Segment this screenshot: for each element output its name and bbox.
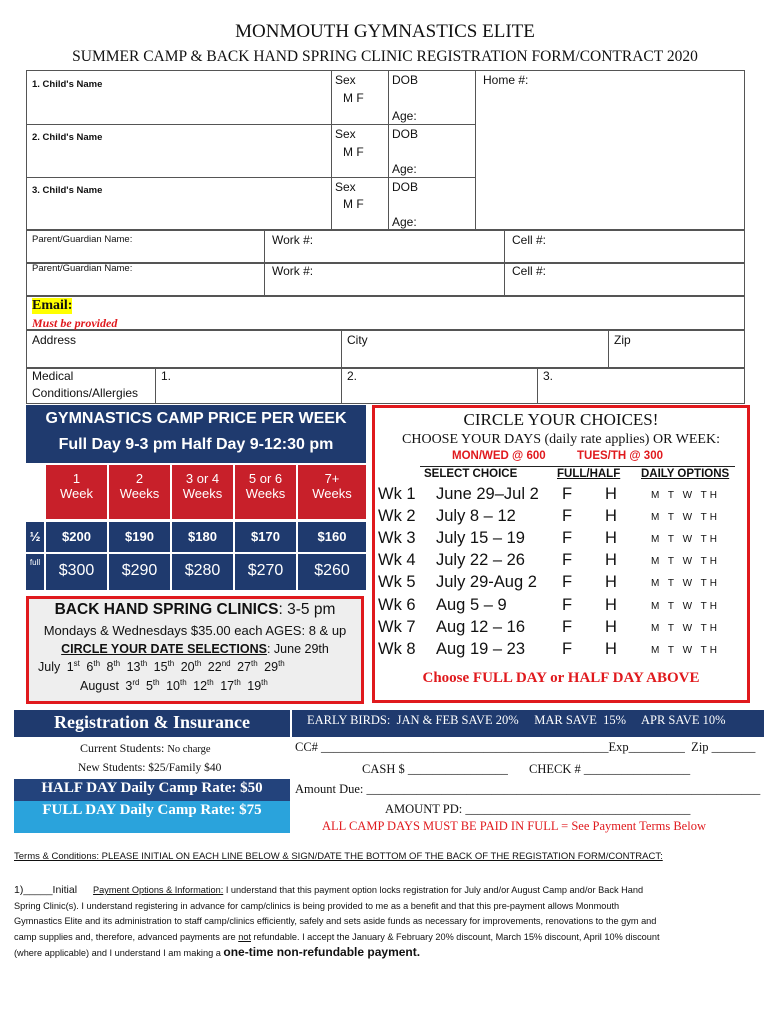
col-select-choice: SELECT CHOICE: [424, 468, 518, 480]
week-row-2[interactable]: Wk 2 July 8 – 12 F H M T W TH: [378, 507, 720, 525]
pay-in-full-note: ALL CAMP DAYS MUST BE PAID IN FULL = See Payment Terms Below: [322, 819, 706, 833]
current-students: Current Students: No charge: [80, 741, 211, 755]
guardian-2-label[interactable]: Parent/Guardian Name:: [32, 263, 133, 274]
monwed-rate: MON/WED @ 600: [452, 450, 546, 462]
email-label[interactable]: Email:: [32, 298, 73, 313]
clinic-august-dates[interactable]: August 3rd 5th 10th 12th 17th 19th: [80, 678, 268, 694]
early-birds-text: EARLY BIRDS: JAN & FEB SAVE 20% MAR SAVE 15% APR SAVE 10%: [307, 713, 726, 727]
guardian-1-cell-label[interactable]: Cell #:: [512, 233, 547, 247]
full-price-5: $260: [298, 554, 366, 590]
half-price-5: $160: [298, 522, 366, 552]
guardian-2-cell-label[interactable]: Cell #:: [512, 264, 547, 278]
full-price-3: $280: [172, 554, 235, 590]
child-1-sex-label: Sex: [335, 73, 356, 87]
child-1-age-label[interactable]: Age:: [392, 109, 417, 123]
child-3-dob-label[interactable]: DOB: [392, 180, 419, 194]
medical-field-1[interactable]: 1.: [161, 369, 172, 383]
child-2-name-label[interactable]: 2. Child's Name: [32, 132, 103, 143]
address-label[interactable]: Address: [32, 333, 77, 347]
check-field[interactable]: CHECK # _________________: [529, 762, 691, 776]
full-rate-text: FULL DAY Daily Camp Rate: $75: [42, 802, 262, 818]
half-price-1: $200: [46, 522, 109, 552]
price-col-4: 5 or 6 Weeks: [235, 465, 298, 519]
choices-footer: Choose FULL DAY or HALF DAY ABOVE: [422, 670, 700, 686]
week-row-6[interactable]: Wk 6 Aug 5 – 9 F H M T W TH: [378, 596, 720, 614]
week-row-3[interactable]: Wk 3 July 15 – 19 F H M T W TH: [378, 529, 720, 547]
tuesth-rate: TUES/TH @ 300: [577, 450, 663, 462]
week-row-1[interactable]: Wk 1 June 29–Jul 2 F H M T W TH: [378, 485, 720, 503]
email-row: [26, 296, 745, 330]
amount-paid-field[interactable]: AMOUNT PD: ____________________________________: [385, 802, 691, 816]
child-2-sex-label: Sex: [335, 127, 356, 141]
week-row-5[interactable]: Wk 5 July 29-Aug 2 F H M T W TH: [378, 573, 720, 591]
terms-paragraph-1: 1)_____Initial Payment Options & Information: I understand that this payment option locks registration for July and/or August Camp and/or Back Hand Spring Clinic(s). I understand registering in advance for camp/clinics is being provided to me as a benefit and that this pre-payment allows Monmouth Gymnastics Elite and its administration to staff camp/clinics efficiently, safely and sets aside funds as necessary for improvements, renovations to the gym and camp supplies and, therefore, advanced payments are not refundable. I accept the January & February 20% discount, March 15% discount, April 10% discount (where applicable) and I understand I am making a one-time non-refundable payment.: [14, 884, 660, 959]
cash-field[interactable]: CASH $ ________________: [362, 762, 508, 776]
child-2-age-label[interactable]: Age:: [392, 162, 417, 176]
clinic-schedule: Mondays & Wednesdays $35.00 each AGES: 8 & up: [43, 623, 347, 638]
medical-field-3[interactable]: 3.: [543, 369, 554, 383]
amount-due-field[interactable]: Amount Due: _______________________________________________________________: [295, 782, 761, 796]
full-row-label: full: [26, 554, 46, 590]
full-price-2: $290: [109, 554, 172, 590]
week-row-4[interactable]: Wk 4 July 22 – 26 F H M T W TH: [378, 551, 720, 569]
guardian-2-work-label[interactable]: Work #:: [272, 264, 314, 278]
form-title: MONMOUTH GYMNASTICS ELITE: [235, 21, 535, 42]
child-3-sex-options[interactable]: M F: [343, 197, 364, 211]
cc-field[interactable]: CC# ______________________________________________Exp_________ Zip _______: [295, 740, 756, 754]
choices-title: CIRCLE YOUR CHOICES!: [463, 410, 659, 429]
terms-heading: Terms & Conditions: PLEASE INITIAL ON EACH LINE BELOW & SIGN/DATE THE BOTTOM OF THE BACK OF THE REGISTATION FORM/CONTRACT:: [14, 851, 663, 862]
child-2-dob-label[interactable]: DOB: [392, 127, 419, 141]
col-daily-options: DAILY OPTIONS: [641, 468, 730, 480]
child-info-grid: [26, 70, 745, 230]
price-col-5: 7+ Weeks: [298, 465, 366, 519]
full-price-4: $270: [235, 554, 298, 590]
child-2-sex-options[interactable]: M F: [343, 145, 364, 159]
half-price-4: $170: [235, 522, 298, 552]
form-subtitle: SUMMER CAMP & BACK HAND SPRING CLINIC REGISTRATION FORM/CONTRACT 2020: [72, 48, 698, 65]
medical-label-2: Conditions/Allergies: [32, 386, 139, 400]
child-1-name-label[interactable]: 1. Child's Name: [32, 79, 103, 90]
child-3-age-label[interactable]: Age:: [392, 215, 417, 229]
clinic-date-selection: CIRCLE YOUR DATE SELECTIONS: June 29th: [61, 642, 329, 656]
half-price-2: $190: [109, 522, 172, 552]
home-phone-label[interactable]: Home #:: [483, 73, 529, 87]
clinic-july-dates[interactable]: July 1st 6th 8th 13th 15th 20th 22nd 27th 29th: [38, 659, 285, 675]
price-col-1: 1 Week: [46, 465, 109, 519]
guardian-row-2: [26, 263, 745, 296]
guardian-1-label[interactable]: Parent/Guardian Name:: [32, 234, 133, 245]
child-3-sex-label: Sex: [335, 180, 356, 194]
camp-price-title: GYMNASTICS CAMP PRICE PER WEEK: [45, 410, 347, 427]
medical-label-1: Medical: [32, 369, 74, 383]
medical-field-2[interactable]: 2.: [347, 369, 358, 383]
col-full-half: FULL/HALF: [557, 468, 621, 480]
price-col-2: 2 Weeks: [109, 465, 172, 519]
choices-subtitle: CHOOSE YOUR DAYS (daily rate applies) OR WEEK:: [402, 432, 720, 447]
email-note: Must be provided: [32, 316, 118, 330]
child-1-dob-label[interactable]: DOB: [392, 73, 419, 87]
guardian-1-work-label[interactable]: Work #:: [272, 233, 314, 247]
clinic-title: BACK HAND SPRING CLINICS: 3-5 pm: [54, 601, 336, 618]
full-price-1: $300: [46, 554, 109, 590]
guardian-row-1: [26, 230, 745, 263]
child-1-sex-options[interactable]: M F: [343, 91, 364, 105]
camp-price-subtitle: Full Day 9-3 pm Half Day 9-12:30 pm: [58, 436, 334, 453]
city-label[interactable]: City: [347, 333, 368, 347]
half-rate-text: HALF DAY Daily Camp Rate: $50: [41, 780, 263, 796]
child-3-name-label[interactable]: 3. Child's Name: [32, 185, 103, 196]
price-col-3: 3 or 4 Weeks: [172, 465, 235, 519]
half-row-label: ½: [26, 522, 46, 552]
week-row-8[interactable]: Wk 8 Aug 19 – 23 F H M T W TH: [378, 640, 720, 658]
registration-title: Registration & Insurance: [54, 712, 250, 732]
week-row-7[interactable]: Wk 7 Aug 12 – 16 F H M T W TH: [378, 618, 720, 636]
address-row: [26, 330, 745, 368]
new-students: New Students: $25/Family $40: [78, 762, 222, 774]
half-price-3: $180: [172, 522, 235, 552]
zip-label[interactable]: Zip: [614, 333, 631, 347]
